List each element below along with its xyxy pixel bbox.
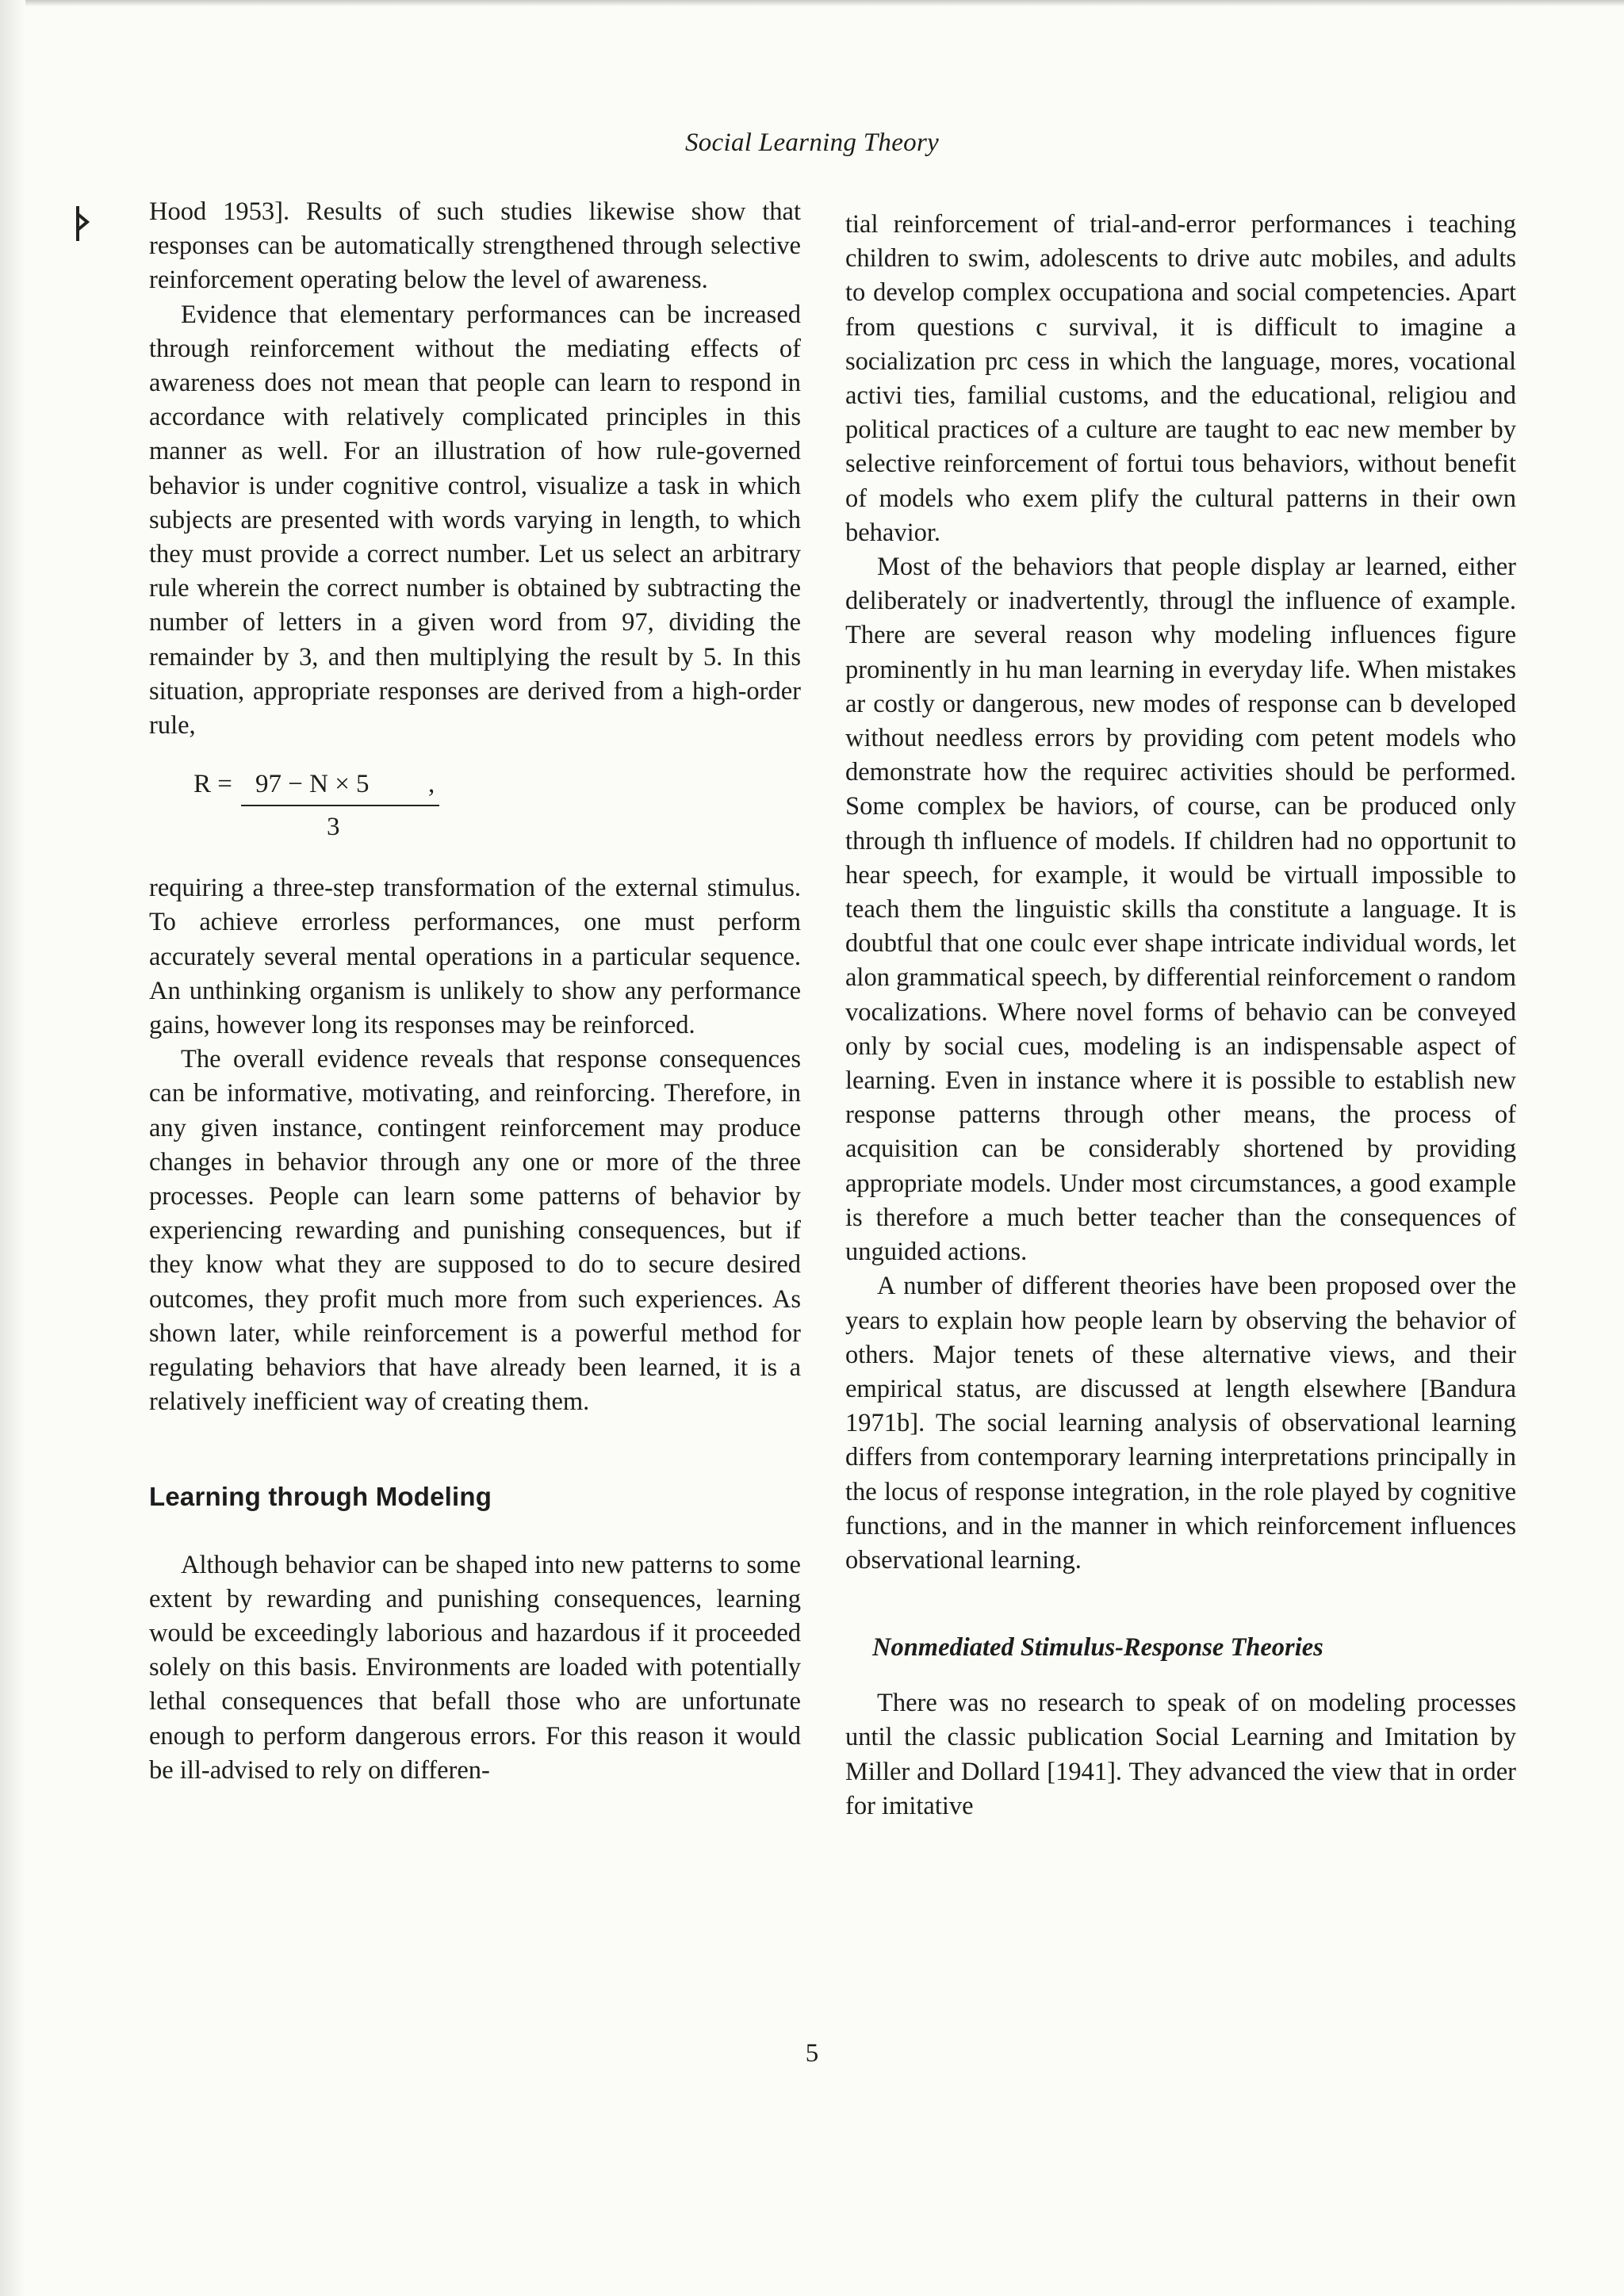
formula-denominator: 3 <box>327 813 340 842</box>
paragraph: Evidence that elementary performances can be increased through reinforcement without the mediating effects of awareness does not mean that people can learn to respond in accordance with relatively complicated principles in this manner as well. For an illustration of how rule-governed behavior is under cognitive control, visualize a task in which subjects are presented with words varying in length, to which they must provide a correct number. Let us select an arbitrary rule wherein the correct number is obtained by subtracting the number of letters in a given word from 97, dividing the remainder by 3, and then multiplying the result by 5. In this situation, appropriate responses are derived from a high-order rule, <box>149 300 801 740</box>
rule-formula <box>193 768 801 851</box>
paragraph: Although behavior can be shaped into new patterns to some extent by rewarding and punishing consequences, learning would be exceedingly laborious and hazardous if it proceeded solely on this basis. Environments are loaded with potentially lethal consequences that befall those who are unfortunate enough to perform dangerous errors. For this reason it would be ill-advised to rely on differen- <box>149 1550 801 1785</box>
left-column <box>149 195 801 1788</box>
paragraph: Most of the behaviors that people display ar learned, either deliberately or inadvertently, througl the influence of example. There are several reason why modeling influences figure prominently in hu man learning in everyday life. When mistakes ar costly or dangerous, new modes of response can b developed without needless errors by providing com petent models who demonstrate how the requirec activities should be performed. Some complex be haviors, of course, can be produced only through th influence of models. If children had no opportunit to hear speech, for example, it would be virtuall impossible to teach them the linguistic skills tha constitute a language. It is doubtful that one coulc ever shape intricate individual words, let alon grammatical speech, by differential reinforcement o random vocalizations. Where novel forms of behavio can be conveyed only by social cues, modeling is an indispensable aspect of learning. Even in instance where it is possible to establish new response patterns through other means, the process of acquisition can be considerably shortened by providing appropriate models. Under most circumstances, a good example is therefore a much better teacher than the consequences of unguided actions. <box>845 553 1516 1267</box>
formula-lhs: R = <box>193 770 232 799</box>
binding-shadow <box>0 0 25 2296</box>
formula-numerator: 97 − N × 5 <box>255 770 370 799</box>
paragraph: There was no research to speak of on modeling processes until the classic publication Social Learning and Imitation by Miller and Dollard [1941]. They advanced the view that in order for imitative <box>845 1689 1516 1820</box>
margin-bracket-icon <box>73 203 97 244</box>
paragraph: tial reinforcement of trial-and-error performances i teaching children to swim, adolescents to drive autc mobiles, and adults to develop complex occupationa and social competencies. Apart from questions c survival, it is difficult to imagine a socialization prc cess in which the language, mores, vocational activi ties, familial customs, and the educational, religiou and political practices of a culture are taught to eac new member by selective reinforcement of fortui tous behaviors, without benefit of models who exem plify the cultural patterns in their own behavior. <box>845 210 1516 547</box>
formula-trailing-comma: , <box>428 770 435 799</box>
paragraph: The overall evidence reveals that response consequences can be informative, motivating, and reinforcing. Therefore, in any given instance, contingent reinforcement may produce changes in behavior through any one or more of the three processes. People can learn some patterns of behavior by experiencing rewarding and punishing consequences, but if they know what they are supposed to do to secure desired outcomes, they profit much more from such experiences. As shown later, while reinforcement is a powerful method for regulating behaviors that have already been learned, it is a relatively inefficient way of creating them. <box>149 1045 801 1417</box>
scan-top-edge <box>0 0 1624 6</box>
paragraph: A number of different theories have been proposed over the years to explain how people learn by observing the behavior of others. Major tenets of these alternative views, and their empirical status, are discussed at length elsewhere [Bandura 1971b]. The social learning analysis of observational learning differs from contemporary learning interpretations principally in the locus of response integration, in the role played by cognitive functions, and in the manner in which reinforcement influences observational learning. <box>845 1272 1516 1575</box>
right-column <box>845 208 1516 1823</box>
running-head: Social Learning Theory <box>684 128 940 157</box>
subsection-heading: Nonmediated Stimulus-Response Theories <box>872 1633 1323 1663</box>
paragraph: Hood 1953]. Results of such studies likewise show that responses can be automatically strengthened through selective reinforcement operating below the level of awareness. <box>149 197 801 295</box>
paragraph: requiring a three-step transformation of the external stimulus. To achieve errorless performances, one must perform accurately several mental operations in a particular sequence. An unthinking organism is unlikely to show any performance gains, however long its responses may be reinforced. <box>149 874 801 1040</box>
page-number: 5 <box>805 2039 819 2068</box>
section-heading: Learning through Modeling <box>149 1481 492 1511</box>
fraction-bar <box>241 805 439 806</box>
